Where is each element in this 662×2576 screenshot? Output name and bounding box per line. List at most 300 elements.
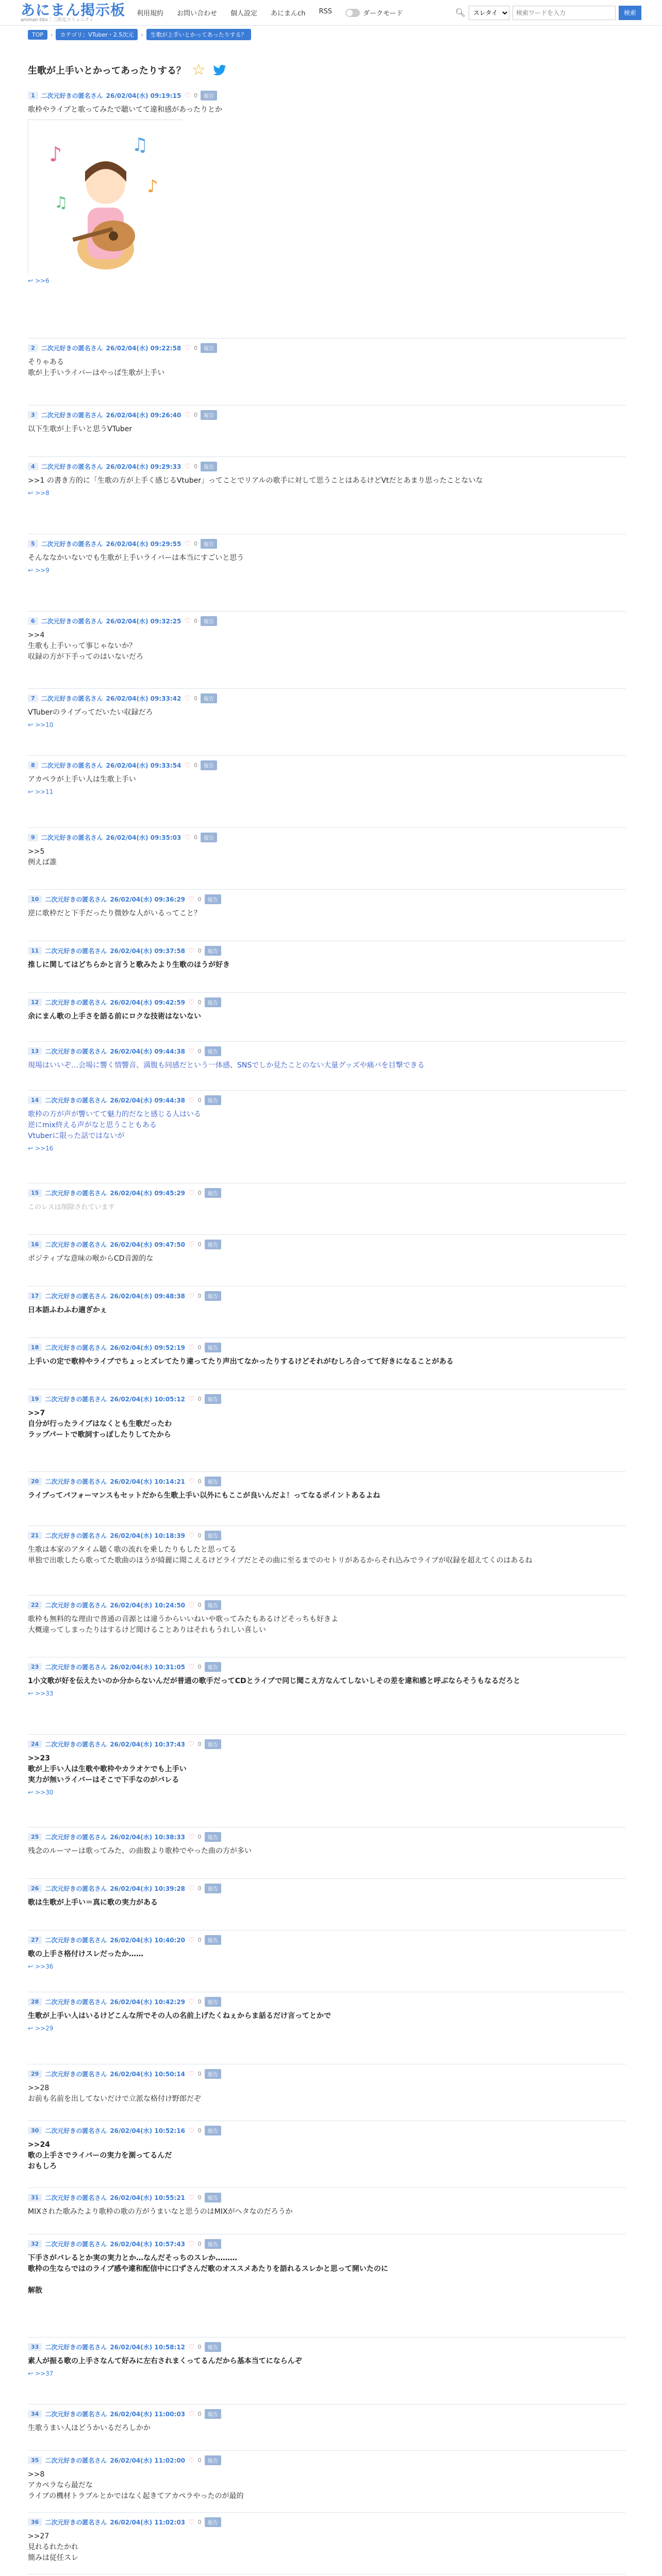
nav-animanch[interactable]: あにまんch	[271, 10, 306, 18]
heart-count: 0	[193, 92, 197, 99]
post-header	[28, 2126, 626, 2136]
post-item	[28, 1600, 626, 1636]
post-number[interactable]: 27	[28, 1936, 42, 1944]
heart-count: 0	[197, 1241, 202, 1248]
post-item	[28, 2069, 626, 2105]
heart-icon[interactable]: ♡	[184, 761, 191, 770]
post-body: >>5 例えば誰	[28, 848, 57, 867]
heart-icon[interactable]: ♡	[188, 1936, 195, 1944]
post-date: 26/02/04(水) 09:52:19	[110, 1344, 186, 1351]
post-number[interactable]: 15	[28, 1189, 42, 1197]
post-header	[28, 833, 626, 842]
nav-terms[interactable]: 利用規約	[137, 10, 164, 18]
post-number[interactable]: 8	[28, 761, 38, 769]
post-item	[28, 1997, 626, 2032]
heart-icon[interactable]: ♡	[188, 1096, 195, 1105]
post-body: 下手さがバレるとか実の実力とか…なんだそっちのスレか……… 歌枠の生ならではのライブ感や違和配信中に口ずさんだ歌のオススメあたりを語れるスレかと思って開いたのに 解散	[28, 2254, 388, 2295]
heart-count: 0	[197, 2457, 202, 2464]
heart-count: 0	[193, 540, 197, 547]
heart-icon[interactable]: ♡	[184, 617, 191, 625]
post-number[interactable]: 18	[28, 1344, 42, 1351]
post-header	[28, 91, 626, 100]
thread-header	[28, 60, 641, 80]
report-button[interactable]: 報告	[201, 693, 217, 703]
report-button[interactable]: 報告	[201, 462, 217, 471]
post-number[interactable]: 36	[28, 2518, 42, 2526]
post-header	[28, 1477, 626, 1486]
post-item	[28, 833, 626, 868]
breadcrumb-thread[interactable]: 生歌が上手いとかってあったりする？	[146, 29, 251, 40]
post-date: 26/02/04(水) 09:26:40	[106, 412, 181, 419]
heart-count: 0	[197, 1048, 202, 1055]
heart-count: 0	[197, 947, 202, 954]
nav-contact[interactable]: お問い合わせ	[177, 10, 218, 18]
post-header	[28, 1662, 626, 1672]
heart-count: 0	[193, 762, 197, 769]
poster-name: 二次元好きの匿名さん	[45, 999, 107, 1006]
report-button[interactable]: 報告	[205, 946, 221, 956]
heart-count: 0	[197, 1834, 202, 1840]
heart-icon[interactable]: ♡	[188, 1343, 195, 1352]
heart-icon[interactable]: ♡	[188, 946, 195, 955]
post-number[interactable]: 24	[28, 1740, 42, 1748]
post-item	[28, 2342, 626, 2377]
reply-anchor[interactable]: >>16	[35, 1145, 54, 1152]
post-item	[28, 1531, 626, 1566]
reply-anchor[interactable]: >>9	[35, 567, 49, 574]
post-divider	[28, 889, 626, 890]
post-number[interactable]: 21	[28, 1532, 42, 1539]
post-number[interactable]: 1	[28, 92, 38, 99]
post-list	[28, 80, 641, 2576]
post-header	[28, 462, 626, 471]
heart-icon[interactable]: ♡	[188, 1240, 195, 1249]
poster-name: 二次元好きの匿名さん	[41, 92, 103, 99]
report-button[interactable]: 報告	[205, 1240, 221, 1249]
reply-link[interactable]	[28, 2025, 626, 2032]
nav-settings[interactable]: 個人設定	[230, 10, 258, 18]
reply-link[interactable]	[28, 489, 626, 497]
heart-icon[interactable]: ♡	[184, 91, 191, 100]
nav-rss[interactable]: RSS	[319, 8, 332, 15]
twitter-bird-icon[interactable]	[212, 62, 227, 78]
heart-count: 0	[193, 345, 197, 351]
report-button[interactable]: 報告	[205, 2126, 221, 2136]
poster-name: 二次元好きの匿名さん	[45, 2344, 107, 2351]
reply-link[interactable]	[28, 2370, 626, 2377]
poster-name: 二次元好きの匿名さん	[41, 345, 103, 352]
report-button[interactable]: 報告	[205, 1291, 221, 1301]
post-number[interactable]: 11	[28, 947, 42, 955]
reply-anchor[interactable]: >>29	[35, 2025, 54, 2032]
post-number[interactable]: 12	[28, 998, 42, 1006]
report-button[interactable]: 報告	[205, 2517, 221, 2527]
post-body: 生歌が上手い人はいるけどこんな所でその人の名前上げたくねぇからま話るだけ言ってとかで	[28, 2012, 331, 2020]
report-button[interactable]: 報告	[205, 1188, 221, 1198]
report-button[interactable]: 報告	[205, 2069, 221, 2079]
poster-name: 二次元好きの匿名さん	[45, 2457, 107, 2464]
report-button[interactable]: 報告	[205, 1343, 221, 1352]
post-item	[28, 2126, 626, 2172]
post-body: 上手いの定で歌枠やライブでちょっとズレてたり違ってたり声出てなかったりするけどそれがむしろ合ってて好きになることがある	[28, 1358, 454, 1366]
post-number[interactable]: 16	[28, 1241, 42, 1248]
post-header	[28, 693, 626, 703]
darkmode-switch[interactable]	[345, 8, 403, 18]
post-header	[28, 2239, 626, 2249]
report-button[interactable]: 報告	[201, 91, 217, 100]
thread-container	[28, 60, 641, 2576]
heart-icon[interactable]: ♡	[188, 2518, 195, 2527]
reply-link[interactable]	[28, 721, 626, 728]
search-area	[455, 6, 641, 20]
heart-icon[interactable]: ♡	[188, 1740, 195, 1749]
post-header	[28, 2409, 626, 2419]
report-button[interactable]: 報告	[205, 1739, 221, 1749]
report-button[interactable]: 報告	[205, 2409, 221, 2419]
heart-count: 0	[197, 2411, 202, 2417]
report-button[interactable]: 報告	[205, 1935, 221, 1945]
reply-arrow-icon: ↩	[28, 1145, 34, 1152]
reply-arrow-icon: ↩	[28, 1690, 34, 1697]
reply-anchor[interactable]: >>30	[35, 1789, 54, 1796]
heart-icon[interactable]: ♡	[184, 539, 191, 548]
post-header	[28, 760, 626, 770]
poster-name: 二次元好きの匿名さん	[45, 2241, 107, 2248]
heart-icon[interactable]: ♡	[188, 2456, 195, 2465]
heart-icon[interactable]: ♡	[188, 2193, 195, 2202]
poster-name: 二次元好きの匿名さん	[45, 1048, 107, 1055]
post-date: 26/02/04(水) 09:44:38	[110, 1097, 186, 1104]
report-button[interactable]: 報告	[201, 833, 217, 842]
reply-link[interactable]	[28, 567, 626, 574]
report-button[interactable]: 報告	[205, 997, 221, 1007]
heart-count: 0	[197, 2127, 202, 2134]
report-button[interactable]: 報告	[205, 2342, 221, 2352]
post-number[interactable]: 28	[28, 1998, 42, 2006]
post-number[interactable]: 3	[28, 411, 38, 419]
post-date: 26/02/04(水) 10:57:43	[110, 2241, 186, 2248]
report-button[interactable]: 報告	[205, 1662, 221, 1672]
heart-icon[interactable]: ♡	[188, 2126, 195, 2135]
post-number[interactable]: 6	[28, 617, 38, 625]
heart-icon[interactable]: ♡	[188, 1047, 195, 1056]
heart-icon[interactable]: ♡	[188, 1884, 195, 1893]
post-item	[28, 1046, 626, 1071]
post-date: 26/02/04(水) 09:33:42	[106, 695, 181, 702]
reply-arrow-icon: ↩	[28, 489, 34, 497]
poster-name: 二次元好きの匿名さん	[45, 2127, 107, 2134]
post-header	[28, 2517, 626, 2527]
post-header	[28, 2069, 626, 2079]
post-body: VTuberのライブってだいたい収録だろ	[28, 708, 153, 717]
reply-anchor[interactable]: >>36	[35, 1963, 54, 1970]
breadcrumb-top[interactable]: TOP	[28, 30, 47, 40]
post-number[interactable]: 17	[28, 1292, 42, 1300]
post-date: 26/02/04(水) 09:44:38	[110, 1048, 186, 1055]
heart-count: 0	[197, 999, 202, 1006]
search-button[interactable]: 検索	[619, 6, 641, 20]
heart-count: 0	[197, 1097, 202, 1104]
post-date: 26/02/04(水) 09:32:25	[106, 618, 181, 625]
heart-icon[interactable]: ♡	[184, 694, 191, 703]
post-divider	[28, 688, 626, 689]
post-number[interactable]: 29	[28, 2070, 42, 2078]
post-number[interactable]: 19	[28, 1395, 42, 1403]
heart-count: 0	[197, 2194, 202, 2201]
post-date: 26/02/04(水) 09:47:50	[110, 1241, 186, 1248]
main-nav	[137, 8, 403, 18]
post-date: 26/02/04(水) 11:02:03	[110, 2519, 186, 2526]
poster-name: 二次元好きの匿名さん	[45, 1190, 107, 1197]
report-button[interactable]: 報告	[205, 894, 221, 904]
heart-count: 0	[193, 834, 197, 841]
report-button[interactable]: 報告	[205, 1095, 221, 1105]
post-body: >>8 アカペラなら最だな ライブの機材トラブルとかではなく起きてアカペラやったのが最的	[28, 2470, 244, 2500]
heart-icon[interactable]: ♡	[188, 1997, 195, 2006]
post-item	[28, 91, 626, 284]
poster-name: 二次元好きの匿名さん	[45, 1834, 107, 1841]
report-button[interactable]: 報告	[205, 2239, 221, 2249]
poster-name: 二次元好きの匿名さん	[41, 618, 103, 625]
post-header	[28, 946, 626, 956]
post-date: 26/02/04(水) 09:33:54	[106, 762, 181, 769]
heart-icon[interactable]: ♡	[188, 2410, 195, 2418]
post-divider	[28, 1734, 626, 1735]
reply-link[interactable]	[28, 1789, 626, 1796]
post-header	[28, 1394, 626, 1404]
heart-icon[interactable]: ♡	[188, 2343, 195, 2351]
post-date: 26/02/04(水) 10:37:43	[110, 1741, 186, 1748]
post-divider	[28, 827, 626, 828]
post-date: 26/02/04(水) 11:02:00	[110, 2457, 186, 2464]
heart-count: 0	[197, 2344, 202, 2350]
search-input[interactable]	[512, 6, 616, 20]
svg-text:♪: ♪	[49, 143, 62, 166]
reply-anchor[interactable]: >>6	[35, 277, 49, 284]
post-number[interactable]: 14	[28, 1096, 42, 1104]
post-item	[28, 1832, 626, 1857]
post-number[interactable]: 26	[28, 1885, 42, 1892]
poster-name: 二次元好きの匿名さん	[45, 1885, 107, 1892]
reply-arrow-icon: ↩	[28, 1789, 34, 1796]
post-header	[28, 1343, 626, 1352]
post-header	[28, 1240, 626, 1249]
poster-name: 二次元好きの匿名さん	[45, 2071, 107, 2078]
heart-count: 0	[193, 695, 197, 702]
post-body: 日本語ふわふわ適ぎかぇ	[28, 1306, 107, 1314]
post-body: アカペラが上手い人は生歌上手い	[28, 775, 136, 784]
post-body: そりゃある 歌が上手いライバーはやっぱ生歌が上手い	[28, 358, 165, 377]
report-button[interactable]: 報告	[201, 616, 217, 626]
post-body: 余にまん歌の上手さを語る前にロクな技術はないない	[28, 1012, 201, 1021]
post-number[interactable]: 4	[28, 463, 38, 470]
post-date: 26/02/04(水) 09:29:55	[106, 540, 181, 548]
heart-icon[interactable]: ♡	[188, 1531, 195, 1540]
post-body: そんななかいないでも生歌が上手いライバーは本当にすごいと思う	[28, 554, 244, 562]
heart-count: 0	[197, 896, 202, 903]
report-button[interactable]: 報告	[205, 1600, 221, 1610]
report-button[interactable]: 報告	[205, 1832, 221, 1842]
report-button[interactable]: 報告	[205, 1394, 221, 1404]
heart-icon[interactable]: ♡	[188, 1601, 195, 1609]
post-number[interactable]: 2	[28, 344, 38, 352]
poster-name: 二次元好きの匿名さん	[41, 463, 103, 470]
poster-name: 二次元好きの匿名さん	[45, 1532, 107, 1539]
heart-icon[interactable]: ♡	[184, 344, 191, 352]
poster-name: 二次元好きの匿名さん	[45, 896, 107, 903]
post-divider	[28, 1090, 626, 1091]
post-number[interactable]: 33	[28, 2343, 42, 2351]
post-header	[28, 1739, 626, 1749]
post-divider	[28, 992, 626, 993]
post-body: 現場はいいぞ…会場に響く情響音、満腹も同感だという一体感、SNSでしか見たことのない大量グッズや痛バを目撃できる	[28, 1061, 425, 1070]
heart-count: 0	[197, 1532, 202, 1539]
post-item	[28, 997, 626, 1022]
report-button[interactable]: 報告	[205, 1046, 221, 1056]
heart-count: 0	[197, 2519, 202, 2526]
report-button[interactable]: 報告	[205, 2193, 221, 2202]
post-body: 歌の上手さ格付けスレだったか……	[28, 1950, 143, 1958]
post-number[interactable]: 22	[28, 1601, 42, 1609]
post-number[interactable]: 5	[28, 540, 38, 548]
reply-link[interactable]	[28, 1145, 626, 1152]
post-item	[28, 760, 626, 795]
poster-name: 二次元好きの匿名さん	[41, 412, 103, 419]
post-number[interactable]: 35	[28, 2456, 42, 2464]
heart-icon[interactable]: ♡	[188, 1395, 195, 1403]
star-icon[interactable]: ☆	[191, 61, 206, 79]
heart-count: 0	[197, 1937, 202, 1943]
report-button[interactable]: 報告	[205, 1477, 221, 1486]
heart-icon[interactable]: ♡	[188, 895, 195, 904]
post-item	[28, 1662, 626, 1697]
post-date: 26/02/04(水) 09:22:58	[106, 345, 181, 352]
post-body: >>4 生歌も上手いって事じゃないか？ 収録の方が下手ってのはいないだろ	[28, 631, 143, 661]
post-body: ライブってパフォーマンスもセットだから生歌上手い以外にもここが良いんだよ！ってなるポイントあるよね	[28, 1492, 380, 1500]
breadcrumb-category[interactable]: カテゴリ：VTuber・2.5次元	[56, 29, 138, 40]
post-number[interactable]: 10	[28, 895, 42, 903]
reply-link[interactable]	[28, 788, 626, 795]
heart-icon[interactable]: ♡	[188, 2240, 195, 2248]
post-body: 歌枠も無料的な理由で普通の音源とは違うからいいねいや歌ってみたもあるけどそっちも好きよ 大概違ってしまったりはするけど聞けることありはそれもうれしい喜しい	[28, 1615, 338, 1634]
report-button[interactable]: 報告	[205, 1997, 221, 2007]
post-header	[28, 1046, 626, 1056]
heart-count: 0	[193, 412, 197, 418]
search-scope-select[interactable]	[469, 6, 509, 20]
post-number[interactable]: 25	[28, 1833, 42, 1841]
reply-link[interactable]	[28, 1963, 626, 1970]
toggle-icon[interactable]	[345, 9, 360, 17]
heart-icon[interactable]: ♡	[188, 1663, 195, 1671]
post-number[interactable]: 32	[28, 2240, 42, 2248]
report-button[interactable]: 報告	[201, 539, 217, 549]
reply-arrow-icon: ↩	[28, 721, 34, 728]
post-number[interactable]: 31	[28, 2194, 42, 2201]
heart-icon[interactable]: ♡	[188, 1833, 195, 1841]
poster-name: 二次元好きの匿名さん	[45, 1741, 107, 1748]
post-number[interactable]: 23	[28, 1663, 42, 1671]
heart-icon[interactable]: ♡	[188, 1189, 195, 1197]
heart-icon[interactable]: ♡	[188, 2070, 195, 2078]
heart-icon[interactable]: ♡	[188, 998, 195, 1007]
post-image[interactable]	[28, 120, 183, 274]
post-header	[28, 997, 626, 1007]
post-header	[28, 1997, 626, 2007]
post-body: 推しに関してはどちらかと言うと歌みたより生歌のほうが好き	[28, 961, 230, 969]
reply-anchor[interactable]: >>33	[35, 1690, 54, 1697]
post-header	[28, 1188, 626, 1198]
post-header	[28, 616, 626, 626]
post-date: 26/02/04(水) 10:58:12	[110, 2344, 186, 2351]
report-button[interactable]: 報告	[205, 2455, 221, 2465]
heart-count: 0	[197, 1190, 202, 1196]
heart-icon[interactable]: ♡	[184, 833, 191, 842]
report-button[interactable]: 報告	[205, 1884, 221, 1893]
reply-anchor[interactable]: >>37	[35, 2370, 54, 2377]
post-header	[28, 1884, 626, 1893]
reply-anchor[interactable]: >>8	[35, 489, 49, 497]
post-item	[28, 1343, 626, 1367]
heart-icon[interactable]: ♡	[184, 411, 191, 419]
post-item	[28, 1240, 626, 1264]
post-number[interactable]: 30	[28, 2127, 42, 2134]
poster-name: 二次元好きの匿名さん	[45, 947, 107, 955]
post-number[interactable]: 13	[28, 1047, 42, 1055]
post-number[interactable]: 9	[28, 834, 38, 841]
post-header	[28, 1291, 626, 1301]
post-body: 生歌うまい人ほどうかいるだろしかか	[28, 2424, 151, 2432]
post-date: 26/02/04(水) 09:36:29	[110, 896, 186, 903]
reply-anchor[interactable]: >>11	[35, 788, 54, 795]
site-logo[interactable]	[21, 3, 126, 23]
poster-name: 二次元好きの匿名さん	[45, 2519, 107, 2526]
poster-name: 二次元好きの匿名さん	[45, 2411, 107, 2418]
post-body: >>7 自分が行ったライブはなくとも生歌だったわ ラップパートで歌詞すっぽしたりしてたから	[28, 1409, 172, 1439]
heart-icon[interactable]: ♡	[188, 1477, 195, 1486]
poster-name: 二次元好きの匿名さん	[41, 762, 103, 769]
post-item	[28, 2409, 626, 2434]
darkmode-label: ダークモード	[362, 10, 403, 18]
post-number[interactable]: 34	[28, 2410, 42, 2418]
reply-arrow-icon: ↩	[28, 277, 34, 284]
post-item	[28, 946, 626, 971]
post-divider	[28, 611, 626, 612]
post-date: 26/02/04(水) 10:52:16	[110, 2127, 186, 2134]
reply-arrow-icon: ↩	[28, 2370, 34, 2377]
post-body: 以下生歌が上手いと思うVTuber	[28, 425, 133, 433]
reply-arrow-icon: ↩	[28, 2025, 34, 2032]
post-body: 歌は生歌が上手い＝真に歌の実力がある	[28, 1899, 158, 1907]
post-date: 26/02/04(水) 10:38:33	[110, 1834, 186, 1841]
report-button[interactable]: 報告	[205, 1531, 221, 1540]
post-header	[28, 1832, 626, 1842]
heart-icon[interactable]: ♡	[188, 1292, 195, 1300]
post-header	[28, 2193, 626, 2202]
post-number[interactable]: 7	[28, 694, 38, 702]
report-button[interactable]: 報告	[201, 760, 217, 770]
post-number[interactable]: 20	[28, 1478, 42, 1485]
reply-link[interactable]	[28, 277, 626, 284]
post-date: 26/02/04(水) 10:24:50	[110, 1602, 186, 1609]
heart-icon[interactable]: ♡	[184, 462, 191, 471]
post-item	[28, 1188, 626, 1213]
report-button[interactable]: 報告	[201, 343, 217, 353]
reply-link[interactable]	[28, 1690, 626, 1697]
chevron-right-icon: ›	[141, 31, 143, 38]
report-button[interactable]: 報告	[201, 410, 217, 420]
post-item	[28, 616, 626, 663]
reply-anchor[interactable]: >>10	[35, 721, 54, 728]
